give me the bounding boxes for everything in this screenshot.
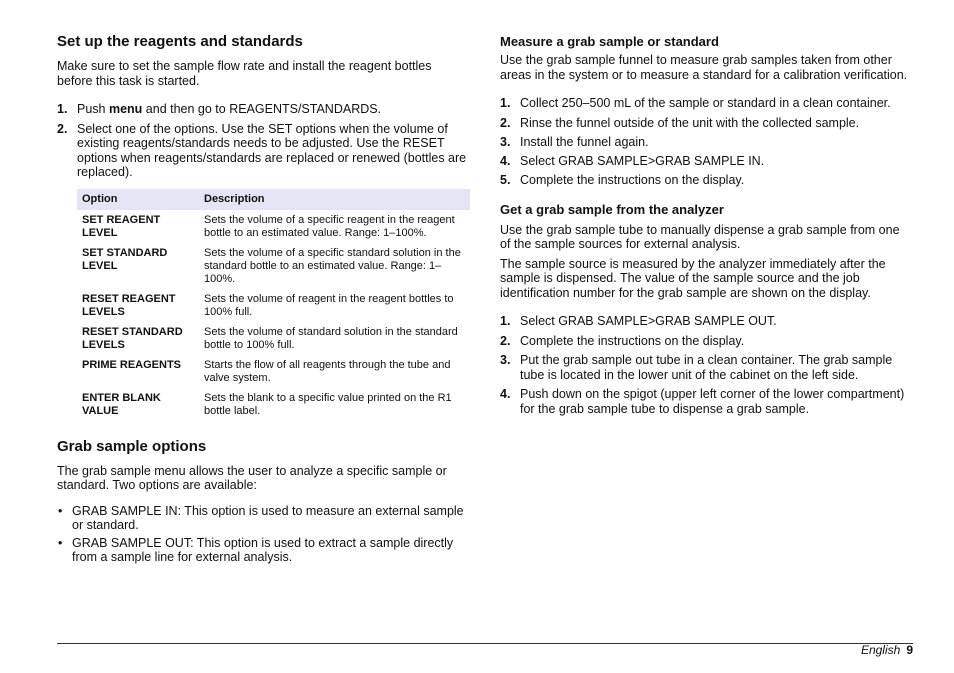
- page-footer: [861, 643, 913, 657]
- description-cell: Sets the volume of reagent in the reagent bottles to 100% full.: [204, 292, 454, 318]
- list-item: [57, 536, 470, 565]
- step-text: Complete the instructions on the display.: [520, 333, 745, 348]
- measure-intro: Use the grab sample funnel to measure grab samples taken from other areas in the system or to measure a standard for a calibration verification.: [500, 53, 908, 82]
- step-number: 5.: [500, 173, 511, 187]
- table-row: [77, 243, 470, 289]
- reagents-steps: [57, 102, 470, 180]
- list-item: [500, 116, 912, 131]
- step-text: Push down on the spigot (upper left corner of the lower compartment) for the grab sample tube to dispense a grab sample.: [520, 387, 905, 416]
- list-item: [57, 122, 470, 180]
- table-row: [77, 355, 470, 388]
- option-cell: ENTER BLANK VALUE: [82, 391, 161, 417]
- list-item: [57, 504, 470, 533]
- step-text: Complete the instructions on the display.: [520, 173, 745, 187]
- step-number: 4.: [500, 153, 511, 168]
- list-item: [57, 102, 470, 117]
- options-table: [77, 189, 470, 421]
- table-row: [77, 322, 470, 355]
- step-text: and then go to REAGENTS/STANDARDS.: [142, 102, 382, 116]
- column-header-option: Option: [77, 189, 199, 210]
- section-heading-measure: Measure a grab sample or standard: [500, 34, 719, 49]
- bullet-marker: •: [58, 535, 63, 550]
- step-number: 1.: [500, 96, 511, 110]
- description-cell: Sets the volume of a specific reagent in the reagent bottle to an estimated value. Range: 1–100%.: [204, 213, 455, 239]
- description-cell: Starts the flow of all reagents through the tube and valve system.: [204, 358, 451, 384]
- step-number: 1.: [500, 314, 511, 328]
- step-text: Select one of the options. Use the SET options when the volume of existing reagents/standards needs to be adjusted. Use the RESET options when reagents/standards are replaced or renewed (bottles are replaced).: [77, 121, 467, 179]
- table-row: [77, 210, 470, 243]
- table-row: [77, 388, 470, 421]
- step-text: Collect 250–500 mL of the sample or standard in a clean container.: [520, 96, 891, 110]
- footer-language: English: [860, 643, 901, 657]
- step-number: 3.: [500, 135, 511, 149]
- step-number: 3.: [500, 353, 511, 367]
- measure-steps: [500, 96, 912, 188]
- section-heading-grab-options: Grab sample options: [57, 437, 207, 455]
- step-text: Select GRAB SAMPLE>GRAB SAMPLE OUT.: [520, 314, 777, 328]
- menu-key: menu: [108, 102, 143, 116]
- step-number: 2.: [57, 121, 68, 136]
- step-text: Put the grab sample out tube in a clean container. The grab sample tube is located in the lower unit of the cabinet on the left side.: [520, 353, 893, 382]
- list-item: [500, 387, 912, 416]
- section-heading-get-grab: Get a grab sample from the analyzer: [500, 201, 724, 217]
- bullet-text: GRAB SAMPLE IN: This option is used to measure an external sample or standard.: [72, 503, 464, 532]
- option-cell: SET STANDARD LEVEL: [82, 246, 168, 272]
- step-number: 2.: [500, 115, 511, 130]
- step-number: 1.: [57, 102, 68, 116]
- list-item: [500, 334, 912, 349]
- table-header-row: [77, 189, 470, 210]
- option-cell: RESET STANDARD LEVELS: [82, 325, 183, 351]
- bullet-text: GRAB SAMPLE OUT: This option is used to extract a sample directly from a sample line for external analysis.: [72, 535, 454, 564]
- footer-divider: [57, 643, 913, 644]
- step-number: 2.: [500, 333, 511, 348]
- option-cell: PRIME REAGENTS: [82, 358, 182, 371]
- list-item: [500, 353, 912, 382]
- table-row: [77, 289, 470, 322]
- section-heading-reagents: Set up the reagents and standards: [57, 33, 303, 50]
- page-number: 9: [906, 643, 913, 657]
- description-cell: Sets the volume of a specific standard solution in the standard bottle to an estimated value. Range: 1–100%.: [204, 246, 461, 285]
- get-grab-steps: [500, 314, 912, 416]
- description-cell: Sets the blank to a specific value printed on the R1 bottle label.: [204, 391, 452, 417]
- column-header-description: Description: [199, 189, 470, 210]
- description-cell: Sets the volume of standard solution in the standard bottle to 100% full.: [204, 325, 458, 351]
- reagents-intro: Make sure to set the sample flow rate and install the reagent bottles before this task is started.: [57, 59, 432, 88]
- step-text: Push: [77, 102, 109, 116]
- left-column: [57, 33, 470, 565]
- step-text: Install the funnel again.: [520, 135, 649, 149]
- list-item: [500, 173, 912, 188]
- list-item: [500, 314, 912, 329]
- list-item: [500, 96, 912, 111]
- step-text: Select GRAB SAMPLE>GRAB SAMPLE IN.: [520, 153, 765, 168]
- step-text: Rinse the funnel outside of the unit with the collected sample.: [520, 115, 860, 130]
- list-item: [500, 135, 912, 150]
- step-number: 4.: [500, 387, 511, 401]
- get-grab-intro: Use the grab sample tube to manually dispense a grab sample from one of the sample sources for external analysis.: [500, 222, 900, 251]
- grab-options-intro: The grab sample menu allows the user to analyze a specific sample or standard. Two options are available:: [57, 463, 447, 492]
- bullet-marker: •: [58, 503, 63, 518]
- option-cell: SET REAGENT LEVEL: [82, 213, 161, 239]
- get-grab-detail: The sample source is measured by the analyzer immediately after the sample is dispensed. The value of the sample source and the job identification number for the grab sample are shown on the display.: [500, 256, 886, 300]
- right-column: [500, 33, 912, 416]
- option-cell: RESET REAGENT LEVELS: [82, 292, 176, 318]
- list-item: [500, 154, 912, 169]
- grab-options-list: [57, 504, 470, 565]
